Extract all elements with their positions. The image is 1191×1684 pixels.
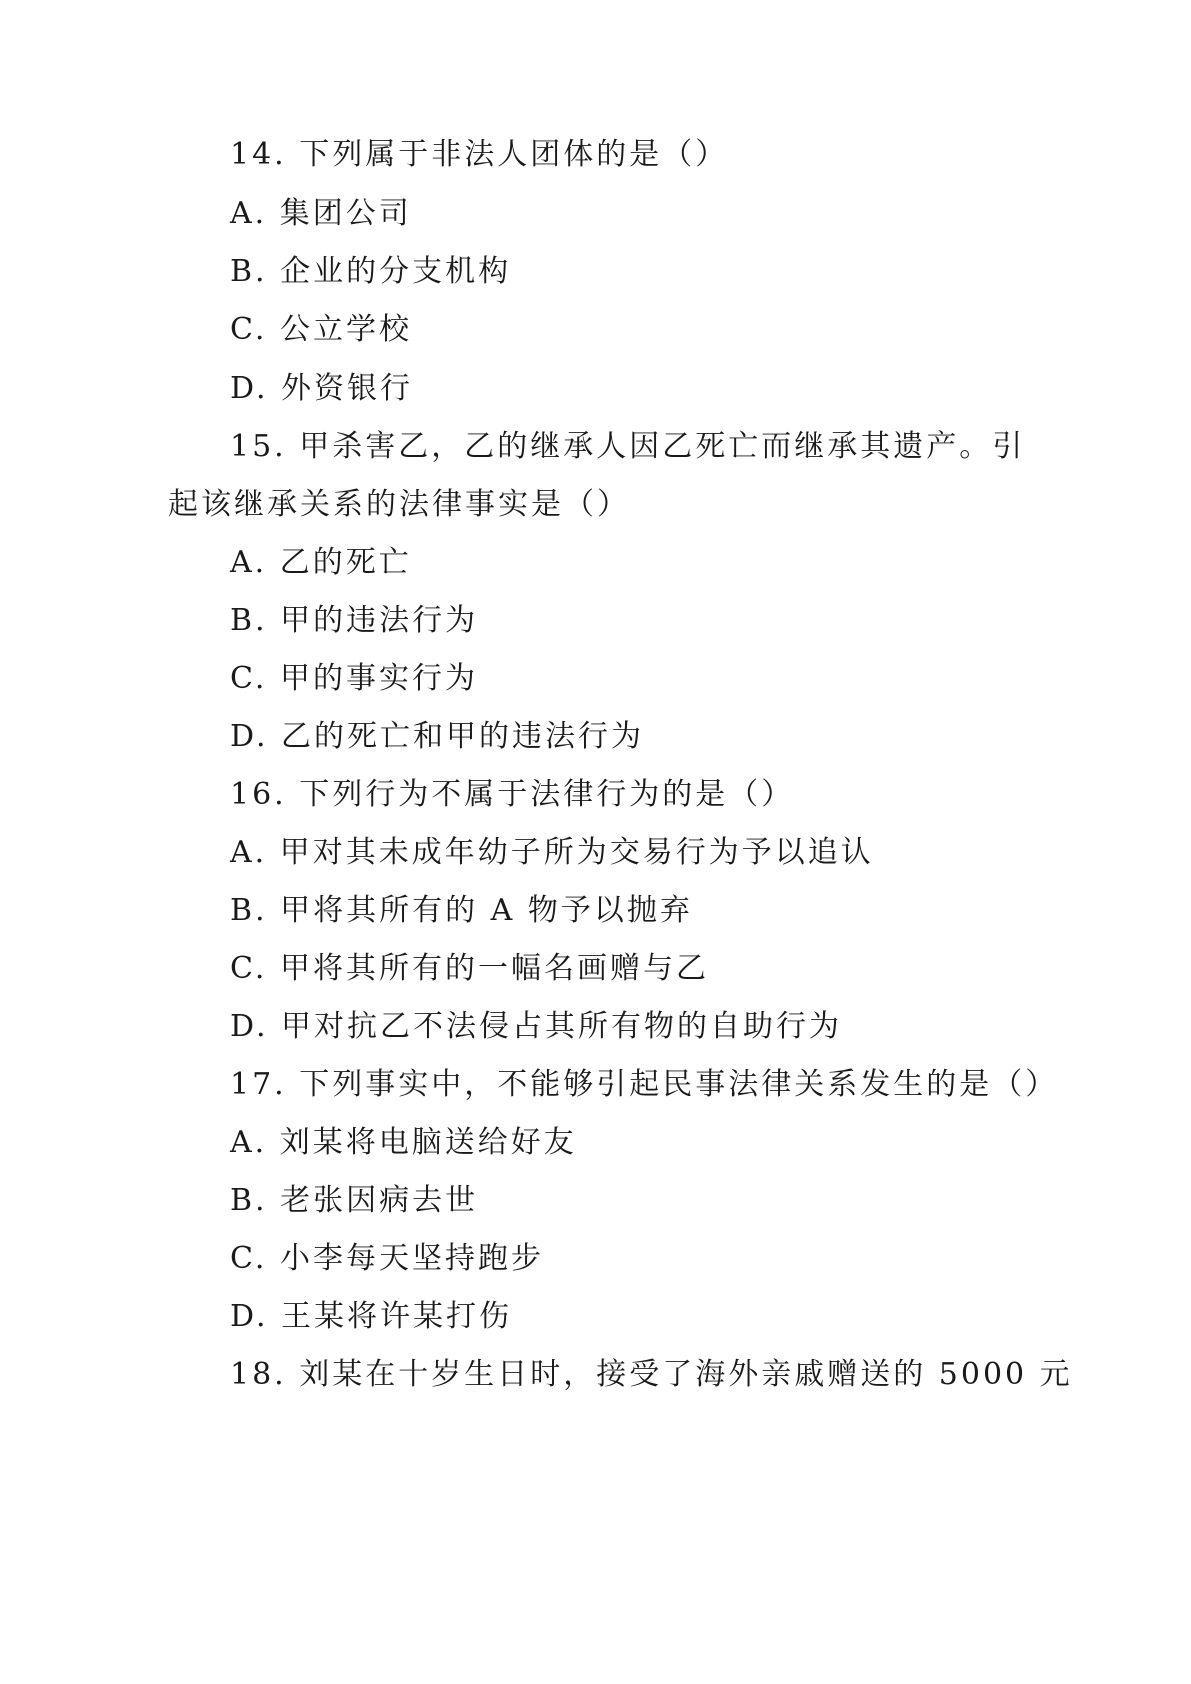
- question-16-stem: 16. 下列行为不属于法律行为的是（）: [230, 777, 795, 812]
- question-17-option-b: B. 老张因病去世: [230, 1183, 479, 1218]
- question-16-option-a: A. 甲对其未成年幼子所为交易行为予以追认: [230, 835, 874, 870]
- question-17-stem: 17. 下列事实中，不能够引起民事法律关系发生的是（）: [230, 1067, 1059, 1102]
- question-14-option-a: A. 集团公司: [230, 196, 412, 231]
- question-14-option-c: C. 公立学校: [230, 312, 412, 347]
- question-16-option-b: B. 甲将其所有的 A 物予以抛弃: [230, 893, 693, 928]
- question-14-option-d: D. 外资银行: [230, 371, 414, 406]
- question-17-option-a: A. 刘某将电脑送给好友: [230, 1125, 577, 1160]
- question-17-option-d: D. 王某将许某打伤: [230, 1299, 513, 1334]
- question-18-stem: 18. 刘某在十岁生日时，接受了海外亲戚赠送的 5000 元: [230, 1357, 1073, 1392]
- question-15-option-d: D. 乙的死亡和甲的违法行为: [230, 719, 645, 754]
- question-14-option-b: B. 企业的分支机构: [230, 254, 512, 289]
- question-16-option-c: C. 甲将其所有的一幅名画赠与乙: [230, 951, 709, 986]
- question-16-option-d: D. 甲对抗乙不法侵占其所有物的自助行为: [230, 1009, 843, 1044]
- question-15-stem-line-1: 15. 甲杀害乙，乙的继承人因乙死亡而继承其遗产。引: [230, 429, 1026, 464]
- question-17-option-c: C. 小李每天坚持跑步: [230, 1241, 544, 1276]
- question-15-option-b: B. 甲的违法行为: [230, 603, 479, 638]
- question-15-stem-line-2: 起该继承关系的法律事实是（）: [168, 487, 630, 522]
- question-15-option-c: C. 甲的事实行为: [230, 661, 478, 696]
- question-14-stem: 14. 下列属于非法人团体的是（）: [230, 137, 729, 172]
- question-15-option-a: A. 乙的死亡: [230, 545, 412, 580]
